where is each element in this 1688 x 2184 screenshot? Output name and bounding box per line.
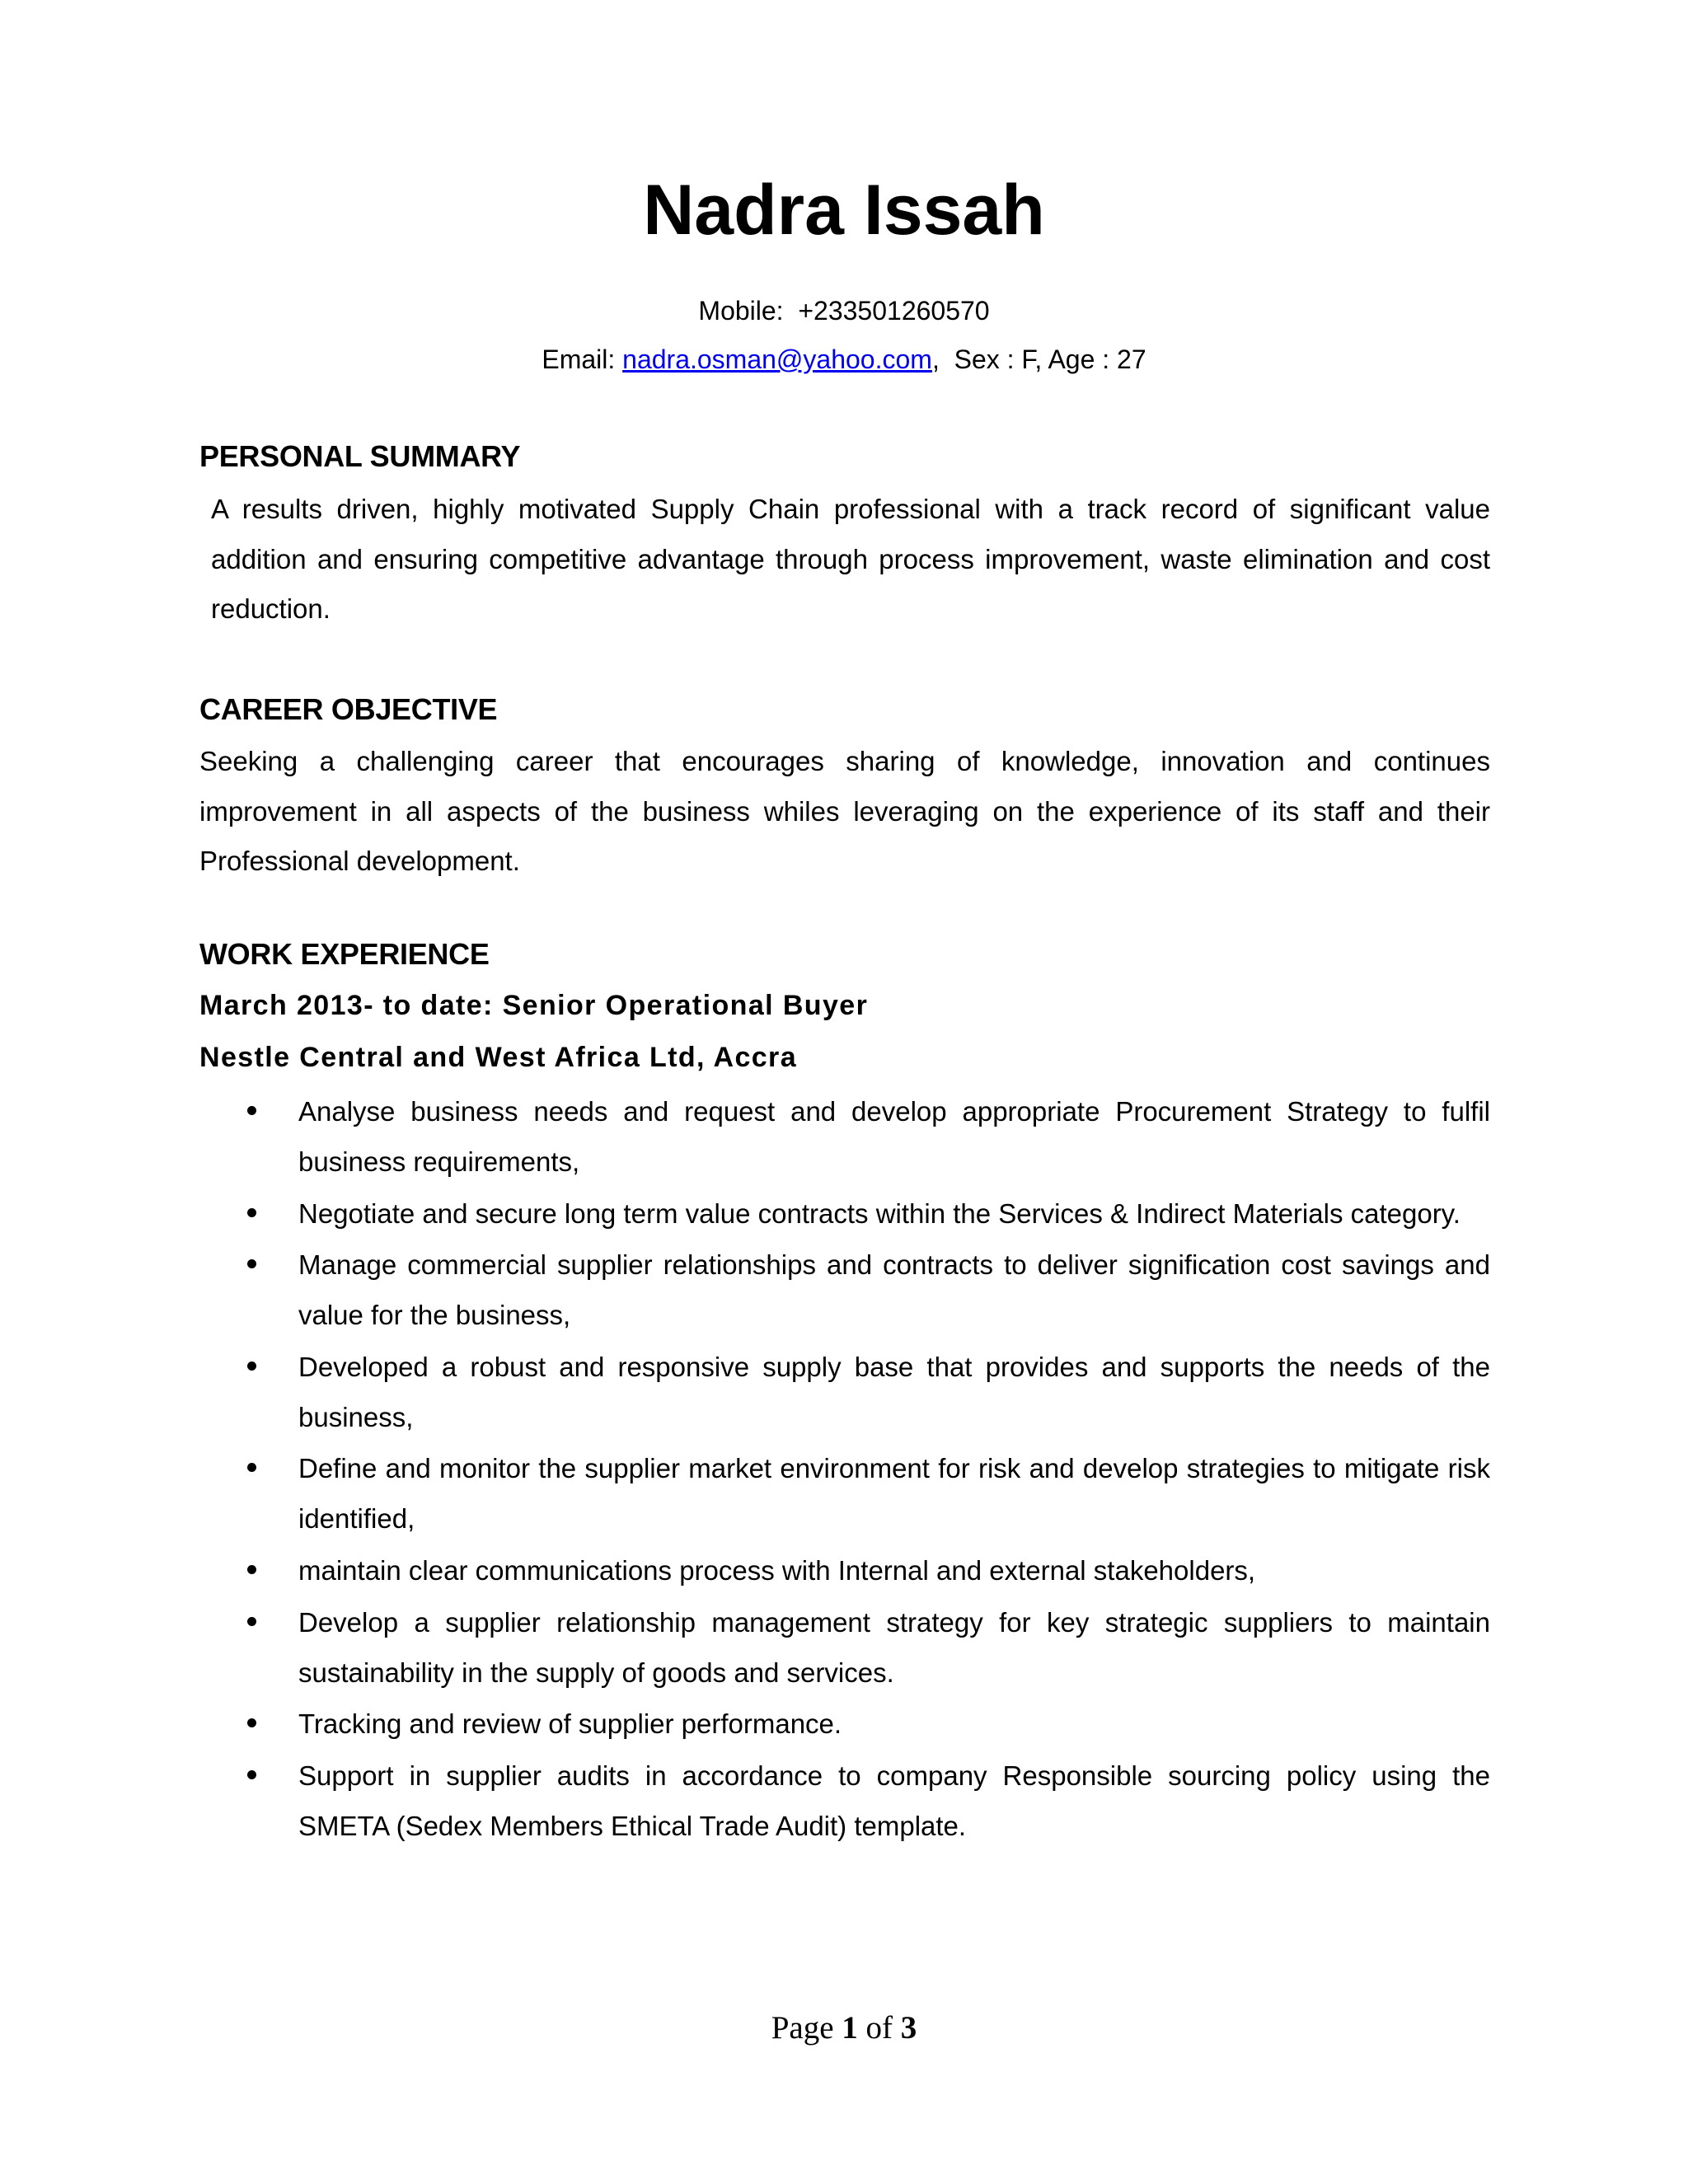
- bullet-icon: [247, 1361, 256, 1371]
- list-item-text: Develop a supplier relationship management strategy for key strategic suppliers to maintain sustainability in the supply of goods and services.: [298, 1606, 1490, 1688]
- company-name: Nestle Central and West Africa Ltd, Accra: [199, 1042, 797, 1073]
- page-current: 1: [842, 2010, 858, 2046]
- personal-summary-text: A results driven, highly motivated Supply Chain professional with a track record of significant value addition and ensuring competitive advantage through process improvement, waste elimination and cost reduction.: [211, 494, 1490, 624]
- list-item-text: Manage commercial supplier relationships and contracts to deliver signification cost savings and value for the business,: [298, 1249, 1490, 1331]
- email-label: Email:: [542, 344, 616, 374]
- list-item: [199, 1597, 1490, 1698]
- page-label: Page: [771, 2010, 834, 2046]
- sex-age: Sex : F, Age : 27: [954, 344, 1146, 374]
- list-item-text: maintain clear communications process with Internal and external stakeholders,: [298, 1554, 1256, 1586]
- mobile-label: Mobile:: [698, 296, 784, 326]
- list-item-text: Analyse business needs and request and develop appropriate Procurement Strategy to fulfil business requirements,: [298, 1096, 1490, 1177]
- bullet-icon: [247, 1208, 256, 1217]
- page-footer: [0, 2008, 1688, 2049]
- bullet-icon: [247, 1617, 256, 1626]
- page-total: 3: [900, 2010, 917, 2046]
- career-objective-text: Seeking a challenging career that encourages sharing of knowledge, innovation and continues improvement in all aspects of the business whiles leveraging on the experience of its staff and their Professional development.: [199, 746, 1490, 876]
- list-item-text: Developed a robust and responsive supply base that provides and supports the needs of the business,: [298, 1351, 1490, 1432]
- candidate-name: Nadra Issah: [643, 171, 1045, 250]
- job-title: March 2013- to date: Senior Operational Buyer: [199, 990, 869, 1021]
- bullet-icon: [247, 1718, 256, 1727]
- work-experience-heading: WORK EXPERIENCE: [199, 937, 490, 971]
- list-item: [199, 1443, 1490, 1544]
- list-item-text: Define and monitor the supplier market environment for risk and develop strategies to mitigate risk identified,: [298, 1453, 1490, 1535]
- list-item: [199, 1750, 1490, 1851]
- email-separator: ,: [931, 344, 940, 374]
- page-of: of: [865, 2010, 893, 2046]
- mobile-number: +233501260570: [798, 296, 990, 326]
- mobile-line: [0, 294, 1688, 327]
- list-item-text: Negotiate and secure long term value contracts within the Services & Indirect Materials category.: [298, 1197, 1461, 1229]
- list-item: [199, 1086, 1490, 1187]
- personal-summary-heading: PERSONAL SUMMARY: [199, 439, 521, 473]
- list-item: [199, 1699, 1490, 1749]
- email-line: [0, 343, 1688, 376]
- career-objective-heading: CAREER OBJECTIVE: [199, 692, 498, 726]
- list-item-text: Support in supplier audits in accordance to company Responsible sourcing policy using the SMETA (Sedex Members Ethical Trade Audit) template.: [298, 1760, 1490, 1841]
- list-item: [199, 1545, 1490, 1596]
- bullet-icon: [247, 1770, 256, 1779]
- list-item: [199, 1240, 1490, 1340]
- bullet-icon: [247, 1106, 256, 1115]
- responsibility-list: [199, 1086, 1490, 1852]
- list-item: [199, 1188, 1490, 1239]
- email-link[interactable]: nadra.osman@yahoo.com: [622, 344, 932, 374]
- list-item: [199, 1342, 1490, 1442]
- bullet-icon: [247, 1259, 256, 1268]
- list-item-text: Tracking and review of supplier performance.: [298, 1708, 842, 1740]
- bullet-icon: [247, 1565, 256, 1574]
- bullet-icon: [247, 1463, 256, 1472]
